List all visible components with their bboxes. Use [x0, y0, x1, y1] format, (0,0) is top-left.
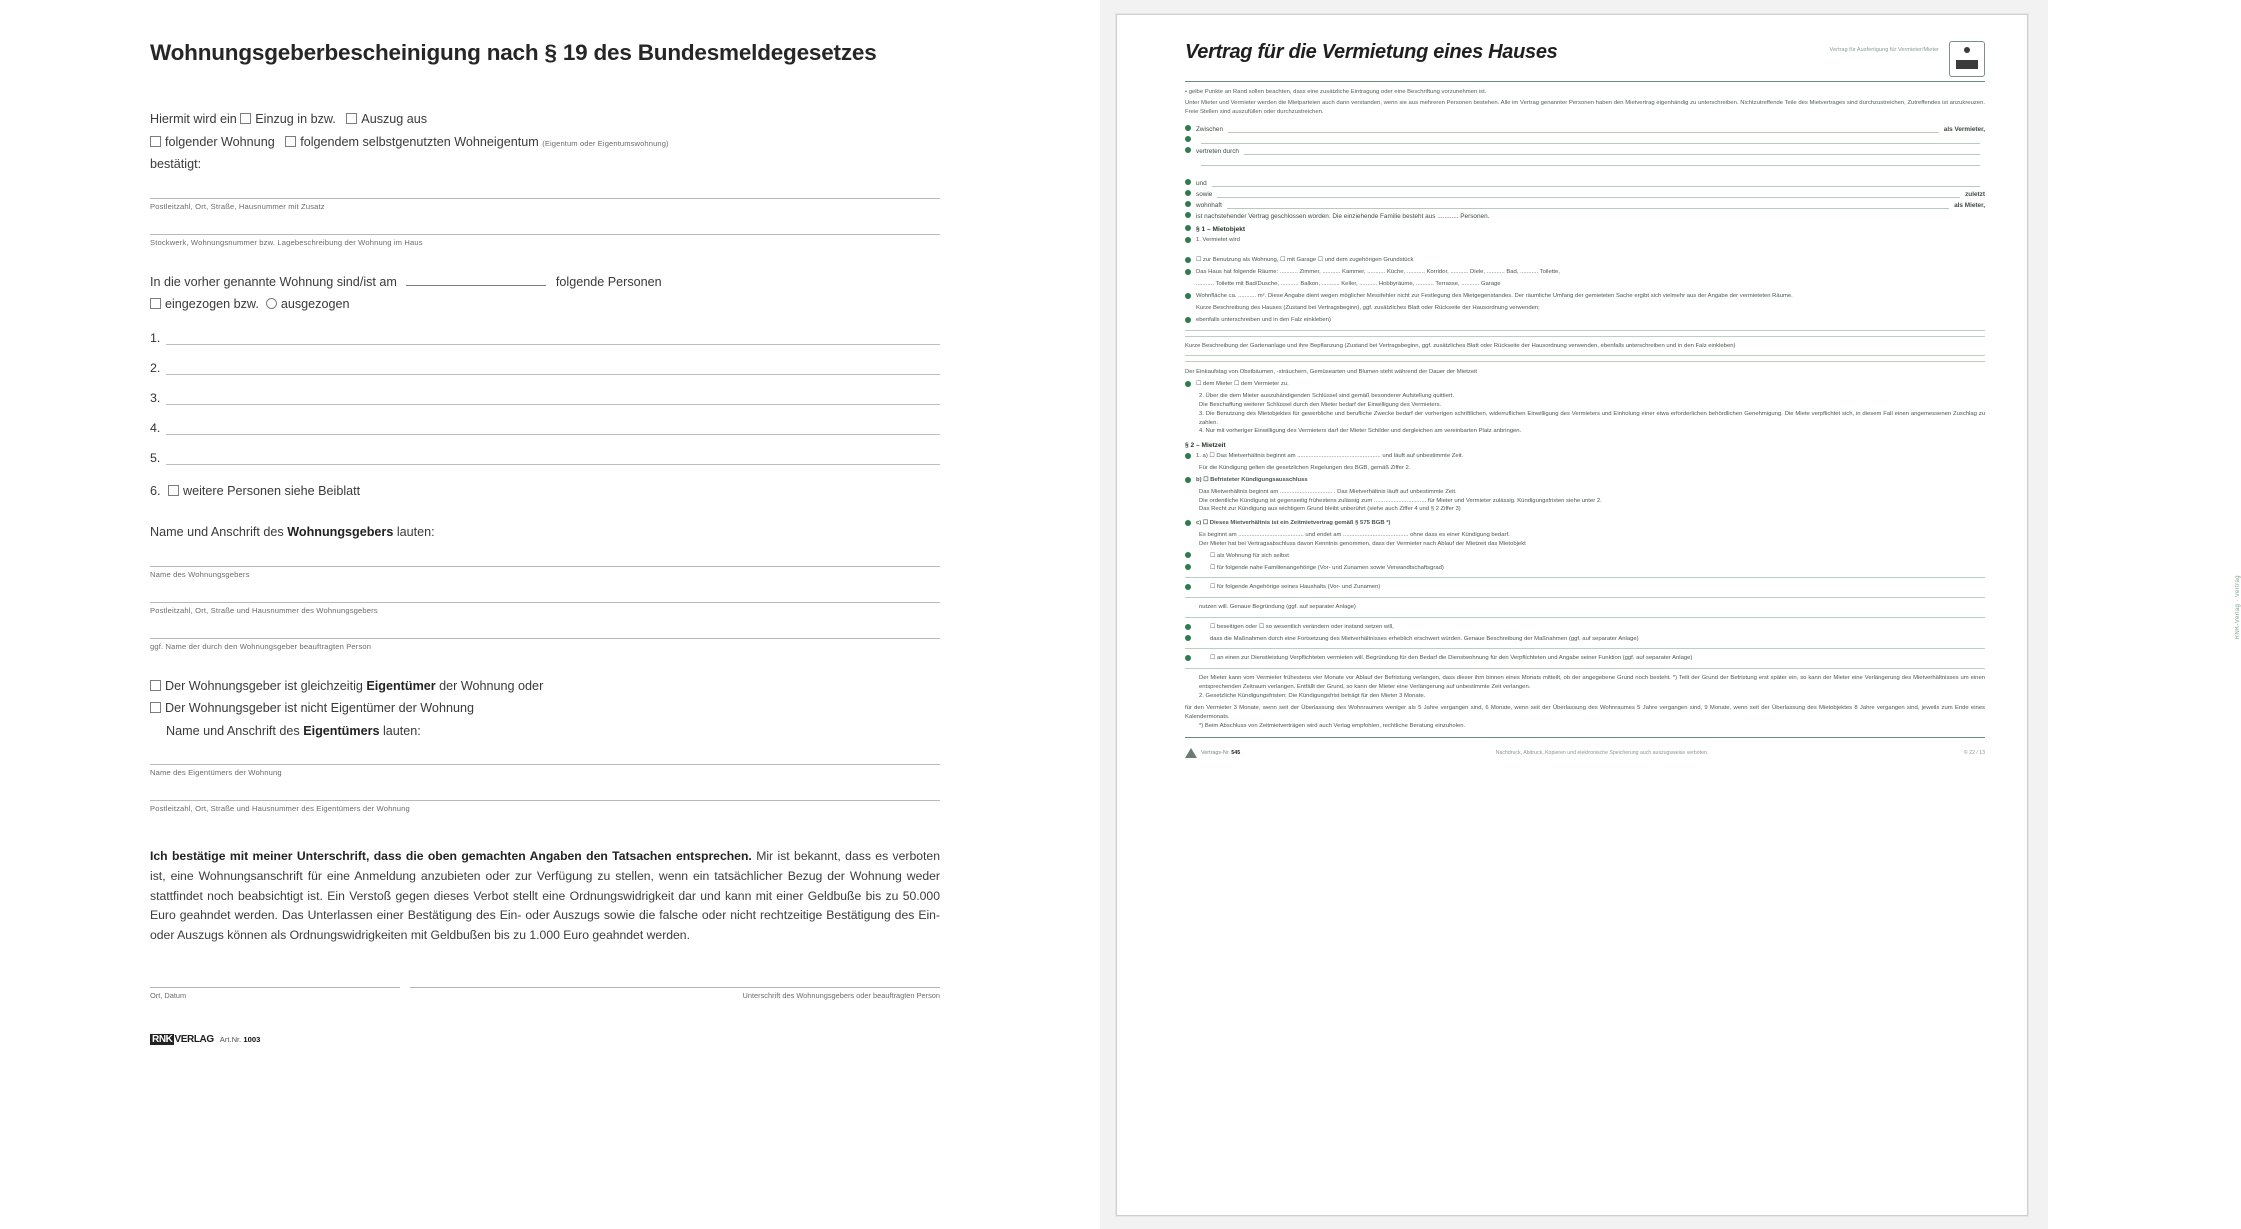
field-rule[interactable] [1185, 361, 1985, 362]
section-item-row[interactable] [1185, 380, 1985, 389]
party-input[interactable] [1244, 147, 1980, 155]
section-item: dass die Maßnahmen durch eine Fortsetzung des Mietverhältnisses erheblich erschwert würden. Genaue Beschreibung der Maßnahmen (ggf. auf separater Anlage) [1210, 635, 1639, 642]
contract-intro-bullets: • gelbe Punkte an Rand sollen beachten, dass eine zusätzliche Eintragung oder eine Beschriftung vorzunehmen ist. [1185, 89, 1487, 95]
field-rule[interactable] [1185, 668, 1985, 669]
section-item: ☐ als Wohnung für sich selbst [1210, 552, 1289, 559]
movement-line-2 [150, 295, 940, 315]
person-input[interactable] [166, 392, 940, 405]
person-input[interactable] [166, 362, 940, 375]
field-rule[interactable] [1185, 597, 1985, 598]
provider-field-1[interactable] [150, 565, 940, 579]
owner-input-2[interactable] [150, 799, 940, 801]
provider-heading [150, 523, 940, 543]
checkbox-owner-is-provider[interactable] [150, 680, 161, 691]
checkbox-ausgezogen[interactable] [266, 298, 277, 309]
checkbox-einzug[interactable] [240, 113, 251, 124]
party-row[interactable] [1185, 125, 1985, 133]
page-number: © 22 / 13 [1963, 749, 1985, 756]
party-label: wohnhaft [1196, 201, 1222, 209]
provider-heading-bold: Wohnungsgebers [287, 525, 394, 540]
section-item-row[interactable] [1185, 519, 1985, 528]
person-row[interactable] [150, 361, 940, 375]
movement-lead: In die vorher genannte Wohnung sind/ist am [150, 274, 397, 289]
section-item-row[interactable] [1185, 452, 1985, 461]
section-item: Der Mieter hat bei Vertragsabschluss davon Kenntnis genommen, dass der Vermieter nach Ablauf der Mietzeit das Mietobjekt [1199, 540, 1526, 547]
label-auszug: Auszug aus [361, 112, 428, 126]
bullet-dot-icon [1185, 269, 1191, 275]
signature-left[interactable] [150, 986, 400, 1000]
bullet-dot-icon [1185, 635, 1191, 641]
signature-row [150, 986, 940, 1000]
field-rule[interactable] [1185, 330, 1985, 331]
party-right: als Mieter, [1954, 201, 1985, 209]
section-item: c) ☐ Dieses Mietverhältnis ist ein Zeitmietvertrag gemäß § 575 BGB *) [1196, 520, 1391, 527]
section-item: nutzen will. Genaue Begründung (ggf. auf separater Anlage) [1199, 604, 1356, 611]
provider-caption-2: Postleitzahl, Ort, Straße und Hausnummer des Wohnungsgebers [150, 605, 378, 615]
person-number: 4. [150, 420, 161, 435]
bullet-dot-icon [1185, 564, 1191, 570]
movement-block [150, 273, 940, 315]
footer-rule [1185, 737, 1985, 738]
article-label: Art.Nr. [219, 1034, 242, 1044]
bullet-dot-icon [1185, 190, 1191, 196]
section-item-row[interactable] [1185, 280, 1985, 289]
parties-block [1185, 125, 1985, 221]
party-row[interactable] [1185, 201, 1985, 209]
mietvertrag-page-wrapper [1100, 0, 2241, 1229]
owner-input-1[interactable] [150, 763, 940, 765]
party-row[interactable] [1185, 147, 1985, 155]
section-item: Das Recht zur Kündigung aus wichtigem Grund bleibt unberührt (siehe auch Ziffer 4 und § 2 Ziffer 3) [1199, 506, 1461, 513]
section-item-row[interactable] [1185, 654, 1985, 663]
mietvertrag-page [1116, 14, 2241, 1216]
bullet-dot-icon [1185, 655, 1191, 661]
section-item: 1. Vermietet wird [1196, 237, 1240, 244]
building-seal-icon [1949, 41, 1985, 77]
section-item-row[interactable] [1185, 256, 1985, 265]
page-title: Wohnungsgeberbescheinigung nach § 19 des Bundesmeldegesetzes [150, 40, 877, 65]
owner-opt2-sub-post: lauten: [379, 723, 421, 738]
section-item: Wohnfläche ca. ........... m². Diese Angabe dient wegen möglicher Messfehler nicht zur Festlegung des Mietgegenstandes. Der räumliche Umfang der gemieteten Sache ergibt sich vielmehr aus der Angabe der vermieteten Räume. [1196, 293, 1793, 300]
provider-input-3[interactable] [150, 637, 940, 639]
provider-field-2[interactable] [150, 601, 940, 615]
section-item-row [1185, 236, 1985, 245]
section-item: 2. Über die dem Mieter auszuhändigenden Schlüssel sind gemäß besonderer Aufstellung quittiert. [1199, 393, 1455, 400]
contract-header [1185, 41, 1985, 77]
verlag-triangle-logo [1185, 748, 1240, 758]
section-item-row[interactable] [1185, 583, 1985, 592]
owner-field-1[interactable] [150, 763, 940, 777]
signature-caption-place-date: Ort, Datum [150, 990, 187, 1000]
section-item-row [1185, 292, 1985, 301]
bullet-dot-icon [1185, 179, 1191, 185]
person-row[interactable] [150, 331, 940, 345]
bullet-dot-icon [1185, 257, 1191, 263]
contract-corner-note: Vertrag für Ausfertigung für Vermieter/Mieter [1829, 47, 1939, 53]
section-item: ☐ zur Benutzung als Wohnung, ☐ mit Garage ☐ und dem zugehörigen Grundstück [1196, 257, 1414, 264]
party-row[interactable] [1185, 136, 1985, 144]
bullet-dot-icon [1185, 520, 1191, 526]
field-rule[interactable] [1185, 577, 1985, 578]
bullet-dot-icon [1185, 317, 1191, 323]
section-item: Der Einkaufstag von Obstbäumen, -sträuchern, Gemüsearten und Blumen steht während der Dauer der Mietzeit [1185, 369, 1478, 376]
section-item: Kurze Beschreibung der Gartenanlage und ihre Bepflanzung (Zustand bei Vertragsbeginn, ggf. zusätzliches Blatt oder Rückseite der Hausordnung verwenden, ebenfalls unterschreiben und in den Falz einkleben) [1185, 342, 1736, 349]
owner-option-2 [150, 699, 940, 719]
label-eingezogen: eingezogen bzw. [165, 297, 259, 312]
contract-article-label: Vertrags-Nr. [1201, 749, 1230, 756]
section-1 [1185, 225, 1985, 337]
closing-row [1185, 212, 1985, 220]
party-right: zuletzt [1965, 190, 1985, 198]
section-heading-row [1185, 225, 1985, 233]
checkbox-wohnung[interactable] [150, 136, 161, 147]
bullet-dot-icon [1185, 201, 1191, 207]
section-item: Das Mietverhältnis beginnt am ................................ . Das Mietverhältnis läuft auf unbestimmte Zeit. [1199, 488, 1457, 495]
section-item: ebenfalls unterschreiben und in den Falz einkleben) [1196, 316, 1331, 323]
intro-line-2 [150, 133, 940, 153]
address-field-1[interactable] [150, 197, 940, 211]
section-item-row[interactable] [1185, 476, 1985, 485]
section-item-row [1185, 316, 1985, 325]
person-number: 5. [150, 450, 161, 465]
party-row[interactable] [1185, 190, 1985, 198]
person-number: 1. [150, 330, 161, 345]
owner-opt2-sub-bold: Eigentümers [303, 723, 380, 738]
owner-opt1-post: der Wohnung oder [435, 678, 544, 693]
section-item: b) ☐ Befristeter Kündigungsausschluss [1196, 477, 1308, 483]
party-input[interactable] [1201, 136, 1980, 144]
section-item-row[interactable] [1185, 268, 1985, 277]
owner-option-1 [150, 677, 940, 697]
party-input[interactable] [1228, 125, 1939, 133]
bullet-dot-icon [1185, 136, 1191, 142]
owner-opt2-sub-pre: Name und Anschrift des [166, 723, 304, 738]
party-input[interactable] [1217, 190, 1960, 198]
party-label: vertreten durch [1196, 147, 1239, 155]
party-label: und [1196, 179, 1207, 187]
title-rule [1185, 81, 1985, 82]
label-eigentum: folgendem selbstgenutzten Wohneigentum [300, 134, 539, 149]
section-heading: § 1 – Mietobjekt [1196, 226, 1246, 234]
section-item-row[interactable] [1185, 635, 1985, 644]
owner-opt2: Der Wohnungsgeber ist nicht Eigentümer der Wohnung [165, 701, 474, 716]
movement-line-1 [150, 273, 940, 293]
section-item: Die Beschaffung weiterer Schlüssel durch den Mieter bedarf der Einwilligung des Vermieters. [1199, 402, 1442, 409]
declaration-lead: Ich bestätige mit meiner Unterschrift, dass die oben gemachten Angaben den Tatsachen entsprechen. [150, 849, 752, 864]
declaration-body: Mir ist bekannt, dass es verboten ist, eine Wohnungsanschrift für eine Anmeldung anzubieten oder zur Verfügung zu stellen, wenn ein tatsächlicher Bezug der Wohnung weder stattfindet noch beabsichtigt ist. Ein Verstoß gegen dieses Verbot stellt eine Ordnungswidrigkeit dar und kann mit einer Geldbuße bis zu 50.000 Euro geahndet werden. Das Unterlassen einer Bestätigung des Ein- oder Auszugs sowie die falsche oder nicht rechtzeitige Bestätigung des Ein- oder Auszugs können als Ordnungswidrigkeiten mit Geldbußen bis zu 1.000 Euro geahndet werden. [150, 849, 940, 943]
owner-opt1-pre: Der Wohnungsgeber ist gleichzeitig [165, 678, 367, 693]
address-field-2[interactable] [150, 233, 940, 247]
section-heading: § 2 – Mietzeit [1185, 441, 1226, 449]
provider-caption-3: ggf. Name der durch den Wohnungsgeber beauftragten Person [150, 641, 372, 651]
section-item: ☐ dem Mieter ☐ dem Vermieter zu. [1196, 381, 1289, 388]
label-ausgezogen: ausgezogen [280, 297, 350, 312]
bullet-dot-icon [1185, 552, 1191, 558]
section-item: ☐ an einen zur Dienstleistung Verpflichteten vermieten will. Begründung für den Bedarf die Dienstwohnung für den Verpflichteten und Angabe seiner Funktion (ggf. auf separater Anlage) [1210, 655, 1693, 662]
publisher-logo [150, 1034, 214, 1045]
person-list [150, 331, 940, 465]
bullet-dot-icon [1185, 237, 1191, 243]
publisher-logo-mark: RNK [152, 1033, 173, 1045]
address-caption-1: Postleitzahl, Ort, Straße, Hausnummer mit Zusatz [150, 201, 325, 211]
bullet-dot-icon [1185, 584, 1191, 590]
provider-heading-pre: Name und Anschrift des [150, 525, 284, 540]
party-input[interactable] [1212, 179, 1980, 187]
provider-field-3[interactable] [150, 637, 940, 651]
closing-line: ist nachstehender Vertrag geschlossen worden. Die einziehende Familie besteht aus ............ Personen. [1196, 213, 1490, 221]
person-row[interactable] [150, 391, 940, 405]
section-item: ☐ beseitigen oder ☐ so wesentlich verändern oder instand setzen will, [1210, 623, 1394, 630]
bullet-dot-icon [1185, 125, 1191, 131]
owner-caption-2: Postleitzahl, Ort, Straße und Hausnummer des Eigentümers der Wohnung [150, 804, 410, 814]
contract-title: Vertrag für die Vermietung eines Hauses [1185, 41, 1558, 63]
section-item: Das Haus hat folgende Räume: ........... Zimmer, ........... Kammer, ........... Küche, ........... Korridor, ........... Diele, ........... Bad, ........... Toilette, [1196, 269, 1560, 276]
person-input[interactable] [166, 422, 940, 435]
label-eigentum-note: (Eigentum oder Eigentumswohnung) [542, 138, 669, 148]
section-item-row[interactable] [1185, 623, 1985, 632]
bullet-dot-icon [1185, 381, 1191, 387]
checkbox-eingezogen[interactable] [150, 298, 161, 309]
right-footer [1185, 748, 1985, 758]
contract-intro-text: Unter Mieter und Vermieter werden die Mietparteien auch dann verstanden, wenn sie aus mehreren Personen bestehen. Alle im Vertrag genannter Personen haben den Mietvertrag eigenhändig zu unterschreiben. Nichtzutreffende Teile des Mietvertrages sind durchzustreichen, Zutreffendes ist anzukreuzen. Freie Stellen sind auszufüllen oder durchzustreichen. [1185, 99, 1985, 115]
section-item-row[interactable] [1185, 552, 1985, 561]
checkbox-owner-not-provider[interactable] [150, 702, 161, 713]
section-item: ........... Toilette mit Bad/Dusche, ........... Balkon, ........... Keller, ........... Hobbyräume, ........... Terrasse, ........... Garage [1196, 281, 1501, 288]
person-row-6 [150, 482, 940, 502]
owner-opt1-bold: Eigentümer [366, 678, 436, 693]
bullet-dot-icon [1185, 225, 1191, 231]
bullet-dot-icon [1185, 624, 1191, 630]
copyright-notice: Nachdruck, Abdruck, Kopieren und elektronische Speicherung auch auszugsweise verboten. [1495, 749, 1709, 756]
person-row[interactable] [150, 451, 940, 465]
wohnungsgeberbescheinigung-page [0, 0, 1092, 1229]
label-einzug: Einzug in bzw. [255, 112, 336, 126]
contract-article [1201, 750, 1240, 756]
party-input[interactable] [1227, 201, 1949, 209]
section-item-row [1185, 304, 1985, 313]
person-row[interactable] [150, 421, 940, 435]
provider-caption-1: Name des Wohnungsgebers [150, 569, 250, 579]
bullet-dot-icon [1185, 147, 1191, 153]
movement-date-input[interactable] [406, 274, 546, 286]
section-item: Für die Kündigung gelten die gesetzlichen Regelungen des BGB, gemäß Ziffer 2. [1199, 465, 1411, 472]
address-input-line-1[interactable] [150, 197, 940, 199]
section-item: ☐ für folgende Angehörige seines Haushalts (Vor- und Zunamen) [1210, 584, 1381, 591]
provider-input-2[interactable] [150, 601, 940, 603]
section-item: *) Beim Abschluss von Zeitmietverträgen wird auch Verlag empfohlen, rechtliche Beratung einzuholen. [1199, 722, 1466, 729]
article-number [220, 1035, 261, 1044]
person-number-6: 6. [150, 483, 161, 498]
owner-option-2-sub [150, 722, 940, 742]
section-item: 1. a) ☐ Das Mietverhältnis beginnt am ................................................... und läuft auf unbestimmte Zeit. [1196, 453, 1464, 460]
section-item: 2. Gesetzliche Kündigungsfristen: Die Kündigungsfrist beträgt für den Mieter 3 Monate. [1199, 692, 1426, 699]
section-item: 3. Die Benutzung des Mietobjektes für gewerbliche und berufliche Zwecke bedarf der vorherigen schriftlichen, widerruflichen Einwilligung des Vermieters und Einholung einer etwa erforderlichen behördlichen Genehmigung. Die Miete verpflichtet sich, in diesem Fall einen angemessenen Zuschlag zu zahlen. [1199, 410, 1985, 426]
label-wohnung: folgender Wohnung [165, 134, 275, 149]
party-label: sowie [1196, 190, 1213, 198]
bullet-dot-icon [1185, 212, 1191, 218]
party-right: als Vermieter, [1943, 125, 1985, 133]
checkbox-auszug[interactable] [346, 113, 357, 124]
signature-line-place-date[interactable] [150, 986, 400, 988]
signature-right[interactable] [410, 986, 940, 1000]
party-row[interactable] [1185, 158, 1985, 166]
section-item: Es beginnt am ........................................ und endet am ........................................ ohne dass es einer Kündigung bedarf. [1199, 532, 1510, 539]
party-row[interactable] [1185, 179, 1985, 187]
field-rule[interactable] [1185, 336, 1985, 337]
section-item: für den Vermieter 3 Monate, wenn seit der Überlassung des Wohnraumes weniger als 5 Jahre vergangen sind, 6 Monate, wenn seit der Überlassung des Wohnraumes 5 Jahre vergangen sind, 9 Monate, wenn seit der Überlassung des Mietobjektes 8 Jahre vergangen sind, jeweils zum Ende eines Kalendermonats. [1185, 705, 1985, 721]
owner-caption-1: Name des Eigentümers der Wohnung [150, 768, 282, 778]
checkbox-weitere-personen[interactable] [168, 485, 179, 496]
bullet-dot-icon [1185, 453, 1191, 459]
person-input[interactable] [166, 452, 940, 465]
declaration-block [150, 847, 940, 946]
triangle-icon [1185, 748, 1197, 758]
bullet-dot-icon [1185, 477, 1191, 483]
section-item-row[interactable] [1185, 564, 1985, 573]
side-margin-note: RNK-Verlag · Vertrag [2235, 575, 2241, 640]
owner-field-2[interactable] [150, 799, 940, 813]
field-rule[interactable] [1185, 617, 1985, 618]
intro-lead: Hiermit wird ein [150, 112, 237, 126]
article-value: 1003 [243, 1034, 261, 1044]
address-caption-2: Stockwerk, Wohnungsnummer bzw. Lagebeschreibung der Wohnung im Haus [150, 237, 423, 247]
field-rule[interactable] [1185, 355, 1985, 356]
intro-block [150, 110, 940, 175]
party-label: Zwischen [1196, 125, 1223, 133]
intro-confirm: bestätigt: [150, 157, 202, 172]
movement-trail: folgende Personen [555, 274, 662, 289]
section-item: Der Mieter kann vom Vermieter frühestens vier Monate vor Ablauf der Befristung verlangen, dass dieser ihm binnen eines Monats mitteilt, ob der angegebene Grund noch besteht. *) Teilt der Grund der Befristung erst später ein, so kann der Mieter eine Verlängerung des Mietverhältnisses um einen entsprechenden Zeitraum verlangen. Entfällt der Grund, so kann der Mieter eine Verlängerung auf unbestimmte Zeit verlangen. [1199, 675, 1985, 690]
field-rule[interactable] [1185, 648, 1985, 649]
signature-line-signature[interactable] [410, 986, 940, 988]
bullet-dot-icon [1185, 293, 1191, 299]
section-item: Die ordentliche Kündigung ist gegenseitig frühestens zulässig zum ................................ für Mieter und Vermieter zulässig. Kündigungsfristen siehe unter 2. [1199, 497, 1602, 504]
person-number: 2. [150, 360, 161, 375]
checkbox-eigentum[interactable] [285, 136, 296, 147]
section-item: ☐ für folgende nahe Familienangehörige (Vor- und Zunamen sowie Verwandtschaftsgrad) [1210, 564, 1444, 571]
publisher-logo-rest: VERLAG [174, 1033, 214, 1045]
section-2 [1185, 342, 1985, 436]
section-3 [1185, 442, 1985, 731]
contract-article-value: 545 [1231, 749, 1241, 756]
party-input[interactable] [1201, 158, 1980, 166]
page-gutter [1092, 0, 1100, 1229]
left-footer [150, 1034, 940, 1045]
label-weitere-personen: weitere Personen siehe Beiblatt [183, 483, 361, 498]
person-number: 3. [150, 390, 161, 405]
person-input[interactable] [166, 332, 940, 345]
address-input-line-2[interactable] [150, 233, 940, 235]
section-item: Kurze Beschreibung des Hauses (Zustand bei Vertragsbeginn), ggf. zusätzliches Blatt oder Rückseite der Hausordnung verwenden; [1196, 305, 1540, 312]
signature-caption-signature: Unterschrift des Wohnungsgebers oder beauftragten Person [742, 990, 940, 1000]
intro-line-1 [150, 110, 940, 130]
section-item: 4. Nur mit vorheriger Einwilligung des Vermieters darf der Mieter Schilder und dergleichen am vereinbarten Platz anbringen. [1199, 428, 1522, 435]
provider-input-1[interactable] [150, 565, 940, 567]
provider-heading-post: lauten: [396, 525, 435, 540]
owner-options [150, 677, 940, 742]
